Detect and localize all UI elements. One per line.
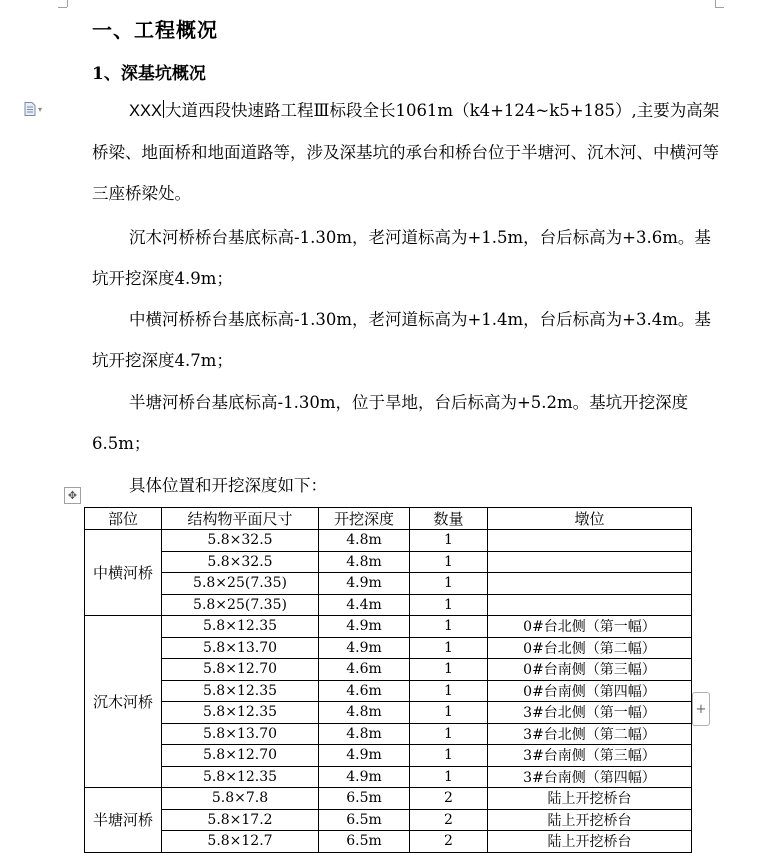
table-row bbox=[85, 831, 692, 853]
cell-depth: 4.8m bbox=[319, 530, 410, 552]
cell-quantity: 2 bbox=[410, 809, 488, 831]
move-arrows-icon[interactable]: ✥ bbox=[64, 487, 81, 504]
table-row bbox=[85, 809, 692, 831]
excavation-table bbox=[84, 507, 692, 853]
cell-quantity: 1 bbox=[410, 616, 488, 638]
cell-size: 5.8×25(7.35) bbox=[162, 594, 319, 616]
cell-size: 5.8×7.8 bbox=[162, 788, 319, 810]
cell-quantity: 1 bbox=[410, 745, 488, 767]
paragraph-3 bbox=[92, 299, 722, 381]
cell-pier: 陆上开挖桥台 bbox=[488, 809, 692, 831]
cell-pier bbox=[488, 573, 692, 595]
table-row bbox=[85, 573, 692, 595]
cell-quantity: 1 bbox=[410, 766, 488, 788]
paragraph-4-text: 半塘河桥台基底标高-1.30m，位于旱地，台后标高为+5.2m。基坑开挖深度6.5m； bbox=[92, 393, 689, 453]
cell-depth: 6.5m bbox=[319, 831, 410, 853]
cell-depth: 4.9m bbox=[319, 637, 410, 659]
cell-size: 5.8×25(7.35) bbox=[162, 573, 319, 595]
header-pier: 墩位 bbox=[488, 508, 692, 530]
cell-depth: 4.4m bbox=[319, 594, 410, 616]
table-row bbox=[85, 594, 692, 616]
table-row bbox=[85, 530, 692, 552]
cell-part: 半塘河桥 bbox=[85, 788, 162, 853]
cell-pier: 3#台北侧（第二幅） bbox=[488, 723, 692, 745]
header-size: 结构物平面尺寸 bbox=[162, 508, 319, 530]
cell-size: 5.8×12.70 bbox=[162, 745, 319, 767]
cell-size: 5.8×17.2 bbox=[162, 809, 319, 831]
paragraph-1-prefix: XXX bbox=[129, 102, 163, 120]
cell-pier: 0#台南侧（第三幅） bbox=[488, 659, 692, 681]
cell-depth: 4.8m bbox=[319, 723, 410, 745]
table-row bbox=[85, 766, 692, 788]
table-row bbox=[85, 723, 692, 745]
table-row bbox=[85, 637, 692, 659]
cell-pier: 陆上开挖桥台 bbox=[488, 788, 692, 810]
cell-depth: 4.6m bbox=[319, 659, 410, 681]
cell-size: 5.8×12.7 bbox=[162, 831, 319, 853]
cell-quantity: 1 bbox=[410, 637, 488, 659]
cell-pier bbox=[488, 551, 692, 573]
table-row bbox=[85, 745, 692, 767]
cell-pier bbox=[488, 594, 692, 616]
cell-quantity: 1 bbox=[410, 530, 488, 552]
cell-depth: 4.6m bbox=[319, 680, 410, 702]
cell-pier bbox=[488, 530, 692, 552]
table-row bbox=[85, 702, 692, 724]
cell-quantity: 1 bbox=[410, 723, 488, 745]
crop-mark-right bbox=[715, 0, 716, 7]
crop-mark-left bbox=[67, 0, 68, 7]
cell-depth: 4.9m bbox=[319, 745, 410, 767]
cell-size: 5.8×12.35 bbox=[162, 702, 319, 724]
cell-pier: 3#台北侧（第一幅） bbox=[488, 702, 692, 724]
cell-quantity: 2 bbox=[410, 831, 488, 853]
table-row bbox=[85, 788, 692, 810]
cell-quantity: 1 bbox=[410, 594, 488, 616]
cell-depth: 4.8m bbox=[319, 702, 410, 724]
cell-quantity: 2 bbox=[410, 788, 488, 810]
cell-quantity: 1 bbox=[410, 659, 488, 681]
cell-pier: 3#台南侧（第四幅） bbox=[488, 766, 692, 788]
table-row bbox=[85, 616, 692, 638]
cell-pier: 0#台北侧（第二幅） bbox=[488, 637, 692, 659]
document-icon[interactable] bbox=[24, 101, 43, 115]
cell-quantity: 1 bbox=[410, 680, 488, 702]
header-part: 部位 bbox=[85, 508, 162, 530]
cell-pier: 陆上开挖桥台 bbox=[488, 831, 692, 853]
crop-mark-left-h bbox=[58, 7, 67, 8]
paragraph-1 bbox=[92, 90, 722, 214]
paragraph-2-text: 沉木河桥桥台基底标高-1.30m，老河道标高为+1.5m，台后标高为+3.6m。基坑开挖深度4.9m； bbox=[92, 228, 711, 288]
paragraph-5 bbox=[92, 465, 722, 506]
cell-pier: 0#台北侧（第一幅） bbox=[488, 616, 692, 638]
table-row bbox=[85, 659, 692, 681]
cell-pier: 3#台南侧（第三幅） bbox=[488, 745, 692, 767]
cell-quantity: 1 bbox=[410, 551, 488, 573]
cell-part: 沉木河桥 bbox=[85, 616, 162, 788]
plus-icon[interactable]: + bbox=[692, 692, 710, 726]
cell-depth: 4.8m bbox=[319, 551, 410, 573]
cell-depth: 4.9m bbox=[319, 616, 410, 638]
cell-size: 5.8×32.5 bbox=[162, 530, 319, 552]
crop-mark-right-h bbox=[715, 7, 724, 8]
cell-part: 中横河桥 bbox=[85, 530, 162, 616]
paragraph-2 bbox=[92, 217, 722, 299]
paragraph-3-text: 中横河桥桥台基底标高-1.30m，老河道标高为+1.4m，台后标高为+3.4m。基坑开挖深度4.7m； bbox=[92, 310, 711, 370]
header-quantity: 数量 bbox=[410, 508, 488, 530]
cell-size: 5.8×32.5 bbox=[162, 551, 319, 573]
cell-size: 5.8×13.70 bbox=[162, 723, 319, 745]
cell-quantity: 1 bbox=[410, 702, 488, 724]
text-cursor bbox=[163, 100, 164, 118]
heading-2: 1、深基坑概况 bbox=[92, 64, 206, 84]
paragraph-1-text: 大道西段快速路工程Ⅲ标段全长1061m（k4+124~k5+185）,主要为高架桥梁、地面桥和地面道路等，涉及深基坑的承台和桥台位于半塘河、沉木河、中横河等三座桥梁处。 bbox=[92, 101, 720, 203]
table-body bbox=[85, 530, 692, 853]
cell-depth: 4.9m bbox=[319, 573, 410, 595]
cell-pier: 0#台南侧（第四幅） bbox=[488, 680, 692, 702]
cell-size: 5.8×13.70 bbox=[162, 637, 319, 659]
chevron-down-icon[interactable]: ▾ bbox=[38, 105, 43, 114]
table-header-row bbox=[85, 508, 692, 530]
table-row bbox=[85, 680, 692, 702]
paragraph-4 bbox=[92, 382, 722, 464]
header-depth: 开挖深度 bbox=[319, 508, 410, 530]
table-row bbox=[85, 551, 692, 573]
cell-quantity: 1 bbox=[410, 573, 488, 595]
paragraph-5-text: 具体位置和开挖深度如下： bbox=[129, 476, 327, 495]
cell-size: 5.8×12.35 bbox=[162, 616, 319, 638]
cell-depth: 6.5m bbox=[319, 809, 410, 831]
cell-depth: 6.5m bbox=[319, 788, 410, 810]
cell-size: 5.8×12.35 bbox=[162, 766, 319, 788]
cell-size: 5.8×12.35 bbox=[162, 680, 319, 702]
cell-depth: 4.9m bbox=[319, 766, 410, 788]
cell-size: 5.8×12.70 bbox=[162, 659, 319, 681]
heading-1: 一、工程概况 bbox=[92, 18, 218, 42]
